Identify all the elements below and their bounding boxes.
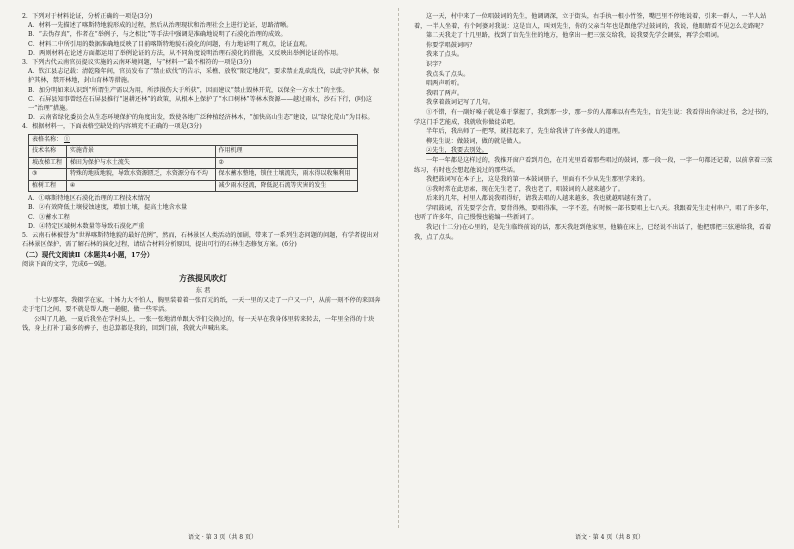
- table-row: [29, 169, 358, 181]
- page-footer-right: 语文 · 第 4 页（共 8 页）: [575, 534, 644, 541]
- story-paragraph: 我把鼓词写在本子上，这是我的第一本鼓词册子，里面有不少从先生那里学来的。: [426, 176, 649, 184]
- dialogue-line: 你要学唱鼓词吗？: [426, 41, 476, 49]
- table-header-cell: 作用机理: [215, 146, 357, 158]
- table-cell: 保水蓄水整地，锁住土壤流失，雨水得以收集利用: [215, 169, 357, 181]
- story-paragraph: 第二天我走了十几里路，找到了盲先生住的地方，他拿出一把三弦交给我，说我要先学会调弦，再学会唱词。: [426, 32, 723, 40]
- q3-option-b: B．加分明如来认识到“所谓生产需以为用，所涉损伤大于所获”，因而建议“禁止毁林开荒，以保全一方水土”的主张。: [28, 86, 349, 94]
- page-footer-left: 语文 · 第 3 页（共 8 页）: [188, 534, 257, 541]
- tech-table: [28, 134, 358, 193]
- question-3: 3．下列古代云南官员提议实施的云南环境问题，与“材料一”最不相符的一项是(3分): [22, 59, 252, 67]
- table-caption-cell: [29, 134, 358, 146]
- dialogue-line: 柳先生说：做鼓词，做的就是做人。: [426, 137, 525, 145]
- table-cell: ③: [29, 169, 67, 181]
- table-cell: ④: [66, 180, 215, 192]
- page-divider: [398, 8, 399, 528]
- section-heading: （二）现代文阅读Ⅱ（本题共4小题，17分）: [22, 251, 154, 260]
- dialogue-line: 唱两声听听。: [426, 80, 464, 88]
- story-paragraph: 学唱鼓词，首先要学会背，要背得熟，要唱得准，一字不差，有时候一部书要唱上七八天。我跟着先生走村串户，唱了许多年，也听了许多年，自己慢慢也能编一些新词了。: [414, 204, 773, 222]
- story-paragraph: 半年后，我出师了一把琴，就挂起来了，先生给我讲了许多做人的道理。: [426, 128, 624, 136]
- table-cell: 植树工程: [29, 180, 67, 192]
- story-paragraph: 一年一年都是这样过的，我推开窗户看到月色，在月光里看着那些唱过的鼓词，那一段一段，一字一句都还记着，以前拿着三弦练习，有时也会想起他说过的那些话。: [414, 156, 773, 174]
- table-header-cell: 技术名称: [29, 146, 67, 158]
- q2-option-d: D．两则材料在论述方面都运用了举例论证的方法，从不同角度说明治理石漠化的措施，又反映出举例论证的作用。: [28, 49, 343, 57]
- story-paragraph: 这一天，村中来了一位唱鼓词的先生，他调调深，立于街头，右手执一根小竹签，嘴巴里不停地说着，引来一群人，一半人站着，一半人坐着，有个阿婆对我说：这是盲人，叫刘先生，你的父亲当年也是跟他学过鼓词的，我说，他眼睛看不见怎么走路呢？: [414, 13, 767, 30]
- question-2: 2．下列对于材料论证，分析正确的一项是(3分): [22, 13, 153, 20]
- story-paragraph: 十七岁那年，我辍学在家。十姊力大不怕人，胸里装着着一张百元的纸，一天一里的又走了一户又一户，从前一刻不停的来回奔走于宅门之间，要不就是帮人跑一趟腿，做一些零活。: [22, 296, 381, 314]
- table-cell: 坡改梯工程: [29, 157, 67, 169]
- story-paragraph: 公叫了几趟，一夏后我坐在学村头上，一张一张地清单跟大爷们交换过的，每一天早在我身体里转来转去，一年里全得的十块钱，身上打补丁最多的裤子，也总算都是我的，回到门前，我就大声喊出来。: [22, 315, 375, 333]
- q2-option-b: B．“去伪存真”，作者在“举例子，与之相比”等手法中强调是准确地说明了石漠化治理的成效。: [28, 31, 287, 39]
- q4-option-d: D．④特定区域树木数量等导致石漠化严重: [28, 222, 145, 230]
- q2-option-c: C．材料二中所引用的数据准确地反映了目前喀斯特地貌石漠化的问题，有力地证明了观点，论证直观。: [28, 40, 312, 48]
- dialogue-line: 识字？: [426, 60, 445, 68]
- question-5: 5．云南石林被誉为“世界喀斯特地貌的最好范例”，然而，石林景区人类活动的加剧，带来了一系列生态问题的问题，有学者提出对石林景区保护，需了解石林的演化过程，请结合材料分析原因，提出可行的石林生态修复方案。(6分): [22, 231, 379, 249]
- table-header-cell: 实施背景: [66, 146, 215, 158]
- dialogue-line: 我唱了两声。: [426, 89, 464, 97]
- q4-option-a: A．①喀斯特地区石漠化治理的工程技术情况: [28, 195, 151, 203]
- q3-option-d: D．云南省绿化委员会从生态环境保护的角度出发，致使各地广泛种植经济林木，“加快高山生态”建设，以“绿化荒山”为目标。: [28, 114, 374, 122]
- dialogue-line: 我来了点头。: [426, 51, 464, 59]
- table-cell: ②: [215, 157, 357, 169]
- story-author: 东 君: [195, 285, 211, 294]
- q4-option-b: B．②有效降低土壤侵蚀速度，增加土壤，提高土地含水量: [28, 204, 188, 212]
- story-paragraph: 后来的几年，村里人都说我唱得好，请我去唱的人越来越多，我也就越唱越有劲了。: [426, 195, 655, 203]
- table-cell: 减少雨水径流，降低泥石流等灾害的发生: [215, 180, 357, 192]
- left-column: [22, 12, 384, 334]
- section-intro: 阅读下面的文字，完成6～9题。: [22, 261, 111, 269]
- table-row: [29, 157, 358, 169]
- story-paragraph-marked-1: ①不错，有一副好嗓子就是难于掌握了，我到那一步，那一步的人都难以有些先生，盲先生说：我看得出你读过书，念过书的，学这门手艺能成，我就收你做徒弟吧。: [414, 108, 773, 126]
- question-4: 4．根据材料一，下面表格空缺处的内容填充不正确的一项是(3分): [22, 123, 202, 131]
- dialogue-line: 我点头了点头。: [426, 70, 470, 78]
- q4-option-c: C．③蓄水工程: [28, 213, 70, 221]
- table-cell: 特殊的地质地貌，导致水资源匮乏，水资源分布不均: [66, 169, 215, 181]
- table-cell: 梯田为保护与水土流失: [66, 157, 215, 169]
- story-paragraph-marked-3: ③我时常在此思索，现在先生老了，我也老了，唱鼓词的人越来越少了。: [426, 185, 624, 193]
- table-row: [29, 180, 358, 192]
- q3-option-a: A．钦江县志记载：清乾隆年间，官员发布了“禁止砍伐”的告示，采樵、放牧“限定地段”，要求禁止乱砍乱伐，以此守护其林，保护其林，禁开林地，封山育林等措施。: [28, 68, 380, 85]
- table-caption-label: 表格名称：: [32, 135, 63, 143]
- dialogue-line: 我拿着鼓词记写了几句。: [426, 99, 495, 107]
- story-paragraph: 我记(十二分)在心里的，是先生临终前说的话，那天我赶到他家里，他躺在床上，已经说不出话了，他把那把三弦递给我，看着我，点了点头。: [414, 224, 772, 241]
- story-title: 方孩提风吹灯: [179, 272, 227, 283]
- right-column: [414, 12, 776, 242]
- story-paragraph-marked-2: ②先生，我要去别处。: [426, 147, 488, 155]
- q3-option-c: C．石屏县知事曾经在石屏县推行“退耕还林”的政策，从根本上保护了“水口树林”等林木资源——越过雨水，沙石下行，(阿)这一“治理”措施。: [28, 95, 372, 113]
- q2-option-a: A．材料一先描述了喀斯特地貌形成的过程，然后从治理现状和治理社会上进行论证，思路清晰。: [28, 22, 293, 30]
- table-caption-blank: ①: [63, 135, 70, 143]
